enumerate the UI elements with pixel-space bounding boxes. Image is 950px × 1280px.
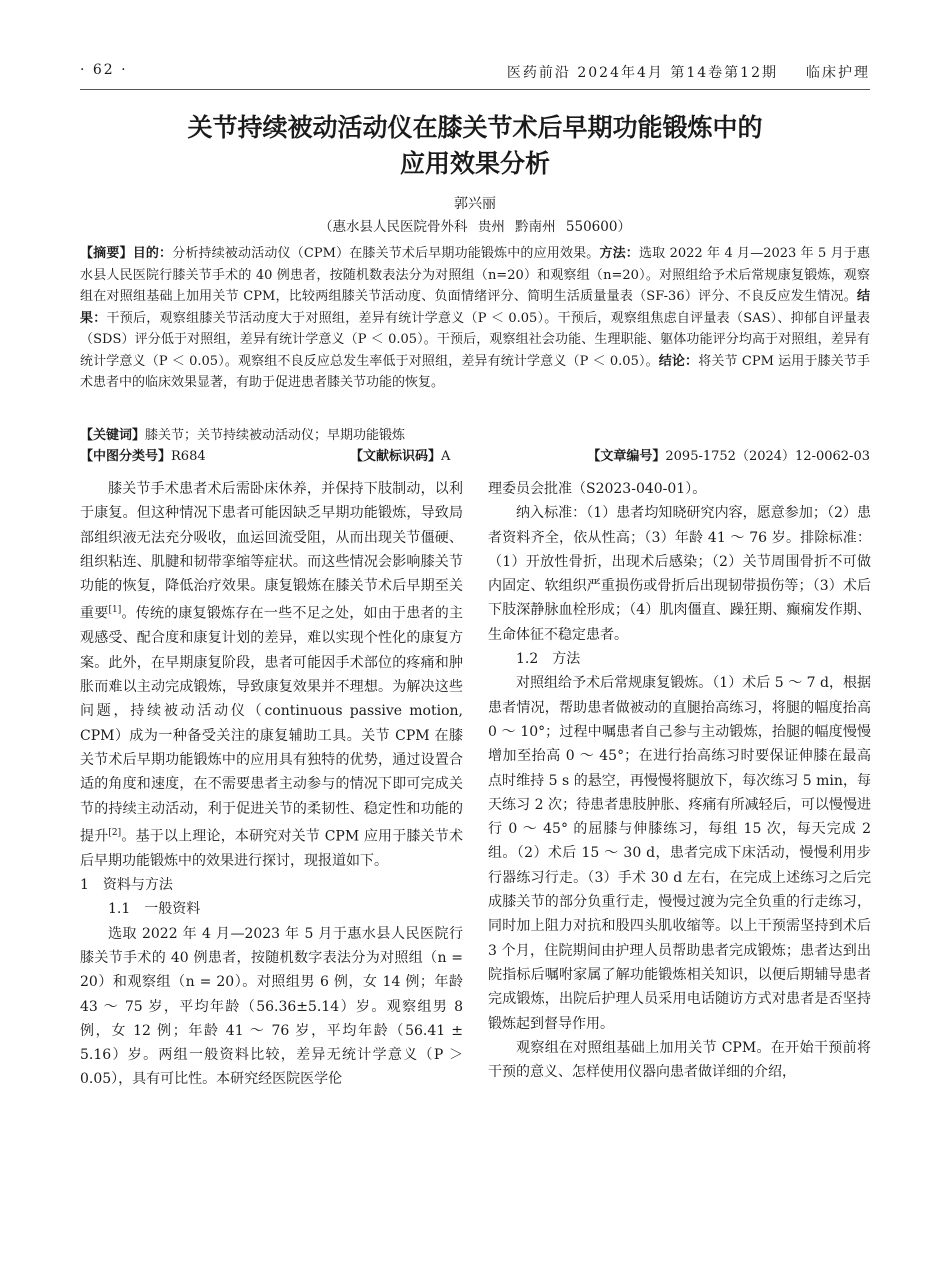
clc-label: 【中图分类号】: [80, 449, 172, 464]
method-label: 方法：: [599, 246, 639, 261]
intro-paragraph: [80, 477, 463, 873]
intro-text-c: 。基于以上理论，本研究对关节 CPM 应用于膝关节术后早期功能锻炼中的效果进行探讨，现报道如下。: [80, 828, 463, 869]
author-name: 郭兴丽: [454, 196, 496, 212]
subsection-heading-1-1: 1.1 一般资料: [108, 901, 201, 918]
body-right-column: [488, 477, 871, 1084]
title-line-1: 关节持续被动活动仪在膝关节术后早期功能锻炼中的: [187, 113, 763, 142]
abstract-label: 【摘要】: [80, 246, 133, 261]
conclusion-label: 结论：: [658, 353, 699, 369]
page-number: · 62 ·: [80, 62, 128, 78]
header-rule: [80, 89, 870, 90]
running-header: [80, 62, 870, 86]
article-id: [587, 446, 870, 467]
keywords: [80, 425, 870, 446]
citation-1: [1]: [108, 605, 122, 616]
article-title: [80, 110, 870, 182]
id-value: 2095-1752（2024）12-0062-03: [665, 449, 870, 464]
general-data-paragraph: 选取 2022 年 4 月—2023 年 5 月于惠水县人民医院行膝关节手术的 40 例患者，按随机数字表法分为对照组（n = 20）和观察组（n = 20）。对照组男 6 例，女 14 例；年龄 43 ～ 75 岁，平均年龄（56.36±5.14）岁。观察组男 8 例，女 12 例；年龄 41 ～ 76 岁，平均年龄（56.41 ± 5.16）岁。两组一般资料比较，差异无统计学意义（P ＞ 0.05），具有可比性。本研究经医院医学伦: [80, 925, 463, 1088]
doc-value: A: [441, 449, 451, 464]
control-method-paragraph: 对照组给予术后常规康复锻炼。（1）术后 5 ～ 7 d，根据患者情况，帮助患者做被动的直腿抬高练习，将腿的幅度抬高 0 ～ 10°；过程中嘱患者自己参与主动锻炼，抬腿的幅度慢慢增加至抬高 0 ～ 45°；在进行抬高练习时要保证伸膝在最高点时维持 5 s 的悬空，再慢慢将腿放下，每次练习 5 min，每天练习 2 次；待患者患肢肿胀、疼痛有所减轻后，可以慢慢进行 0 ～ 45° 的屈膝与伸膝练习，每组 15 次，每天完成 2 组。（2）术后 15 ～ 30 d，患者完成下床活动，慢慢利用步行器练习行走。（3）手术 30 d 左右，在完成上述练习之后完成膝关节的部分负重行走，慢慢过渡为完全负重的行走练习，同时加上阻力对抗和股四头肌收缩等。以上干预需坚持到术后 3 个月，住院期间由护理人员帮助患者完成锻炼；患者达到出院指标后嘱咐家属了解功能锻炼相关知识，以便后期辅导患者完成锻炼，出院后护理人员采用电话随访方式对患者是否坚持锻炼起到督导作用。: [488, 675, 871, 1032]
method-text: 选取 2022 年 4 月—2023 年 5 月于惠水县人民医院行膝关节手术的 40 例患者，按随机数表法分为对照组（n=20）和观察组（n=20）。对照组给予术后常规康复锻炼，观察组在对照组基础上加用关节 CPM，比较两组膝关节活动度、负面情绪评分、简明生活质量量表（SF-36）评分、不良反应发生情况。: [80, 246, 870, 304]
purpose-label: 目的：: [132, 246, 173, 261]
observation-method-paragraph: 观察组在对照组基础上加用关节 CPM。在开始干预前将干预的意义、怎样使用仪器向患者做详细的介绍，: [488, 1039, 871, 1081]
clc-number: [80, 446, 206, 467]
journal-info: [507, 62, 870, 82]
criteria-paragraph: 纳入标准：（1）患者均知晓研究内容，愿意参加；（2）患者资料齐全，依从性高；（3）年龄 41 ～ 76 岁。排除标准：（1）开放性骨折，出现术后感染；（2）关节周围骨折不可做内固定、软组织严重损伤或骨折后出现韧带损伤等；（3）术后下肢深静脉血栓形成；（4）肌肉僵直、躁狂期、癫痫发作期、生命体征不稳定患者。: [488, 505, 871, 643]
section-heading-1: 1 资料与方法: [80, 877, 173, 894]
purpose-text: 分析持续被动活动仪（CPM）在膝关节术后早期功能锻炼中的应用效果。: [172, 246, 600, 261]
body-left-column: [80, 477, 463, 1092]
abstract: [80, 243, 870, 394]
title-line-2: 应用效果分析: [399, 149, 550, 178]
id-label: 【文章编号】: [587, 449, 666, 464]
journal-citation: 医药前沿 2024年4月 第14卷第12期: [506, 65, 778, 81]
clc-value: R684: [171, 449, 206, 464]
keywords-label: 【关键词】: [80, 428, 146, 443]
conclusion-text: 将关节 CPM 运用于膝关节手术患者中的临床效果显著，有助于促进患者膝关节功能的恢复。: [80, 353, 870, 390]
intro-text-b: 。传统的康复锻炼存在一些不足之处，如由于患者的主观感受、配合度和康复计划的差异，难以实现个性化的康复方案。此外，在早期康复阶段，患者可能因手术部位的疼痛和肿胀而难以主动完成锻炼，导致康复效果并不理想。为解决这些问题，持续被动活动仪（continuous passive motion, CPM）成为一种备受关注的康复辅助工具。关节 CPM 在膝关节术后早期功能锻炼中的应用具有独特的优势，通过设置合适的角度和速度，在不需要患者主动参与的情况下即可完成关节的持续主动活动，利于促进关节的柔韧性、稳定性和功能的提升: [80, 606, 464, 845]
intro-text-a: 膝关节手术患者术后需卧床休养，并保持下肢制动，以利于康复。但这种情况下患者可能因缺乏早期功能锻炼，导致局部组织液无法充分吸收，血运回流受阻，从而出现关节僵硬、组织粘连、肌腱和韧带挛缩等症状。而这些情况会影响膝关节功能的恢复，降低治疗效果。康复锻炼在膝关节术后早期至关重要: [80, 481, 463, 623]
result-label: 结果：: [80, 289, 870, 326]
ethics-continuation: 理委员会批准（S2023-040-01）。: [488, 481, 707, 497]
author-affiliation: （惠水县人民医院骨外科 贵州 黔南州 550600）: [319, 219, 631, 235]
document-code: [350, 446, 450, 467]
section-name: 临床护理: [806, 65, 870, 81]
classification-line: [80, 446, 870, 468]
citation-2: [2]: [108, 827, 122, 838]
keywords-text: 膝关节；关节持续被动活动仪；早期功能锻炼: [145, 428, 406, 443]
doc-label: 【文献标识码】: [350, 449, 442, 464]
subsection-heading-1-2: 1.2 方法: [516, 651, 581, 668]
result-text: 干预后，观察组膝关节活动度大于对照组，差异有统计学意义（P ＜ 0.05）。干预后，观察组焦虑自评量表（SAS）、抑郁自评量表（SDS）评分低于对照组，差异有统计学意义（P ＜ 0.05）。干预后，观察组社会功能、生理职能、躯体功能评分均高于对照组，差异有统计学意义（P ＜ 0.05）。观察组不良反应总发生率低于对照组，差异有统计学意义（P ＜ 0.05）。: [80, 310, 870, 369]
